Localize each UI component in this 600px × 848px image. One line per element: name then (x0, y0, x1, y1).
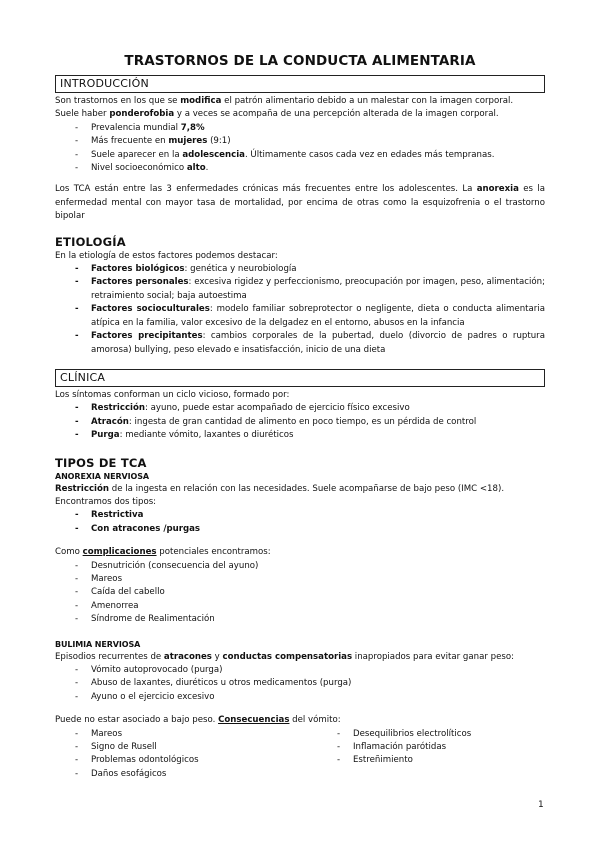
list-item: - Atracón: ingesta de gran cantidad de alimento en poco tiempo, es un pérdida de control (55, 416, 545, 429)
list-item: - Nivel socioeconómico alto. (55, 162, 545, 175)
list-item: - Vómito autoprovocado (purga) (55, 664, 545, 677)
list-item: - Desnutrición (consecuencia del ayuno) (55, 560, 545, 573)
consecuencias-list-left (55, 728, 317, 782)
list-item: - Purga: mediante vómito, laxantes o diuréticos (55, 429, 545, 442)
document-page (55, 52, 545, 781)
clinica-symptom-list (55, 402, 545, 442)
subheading-bulimia: BULIMIA NERVIOSA (55, 639, 141, 649)
list-item: - Factores biológicos: genética y neurobiología (55, 263, 545, 276)
intro-bullet-list (55, 122, 545, 176)
list-item: - Factores personales: excesiva rigidez y perfeccionismo, preocupación por imagen, peso, alimentación; retraimiento social; baja autoestima (55, 276, 545, 303)
consecuencias-columns (55, 728, 545, 782)
list-item: - Síndrome de Realimentación (55, 613, 545, 626)
anorexia-types-intro: Encontramos dos tipos: (55, 496, 157, 507)
list-item: - Suele aparecer en la adolescencia. Últimamente casos cada vez en edades más tempranas. (55, 149, 545, 162)
list-item: - Restricción: ayuno, puede estar acompañado de ejercicio físico excesivo (55, 402, 545, 415)
list-item: - Factores precipitantes: cambios corporales de la pubertad, duelo (divorcio de padres o ruptura amorosa) bullying, peso elevado e insatisfacción, inicio de una dieta (55, 330, 545, 357)
list-item: - Restrictiva (55, 509, 545, 522)
list-item: - Más frecuente en mujeres (9:1) (55, 135, 545, 148)
list-item: - Factores socioculturales: modelo familiar sobreprotector o negligente, dieta o conducta alimentaria atípica en la familia, valor excesivo de la delgadez en el entorno, abusos en la infancia (55, 303, 545, 330)
list-item: - Problemas odontológicos (55, 754, 317, 767)
subheading-anorexia: ANOREXIA NERVIOSA (55, 471, 149, 481)
list-item: - Con atracones /purgas (55, 523, 545, 536)
etiologia-factor-list (55, 263, 545, 357)
list-item: - Caída del cabello (55, 586, 545, 599)
list-item: - Mareos (55, 573, 545, 586)
document-title: TRASTORNOS DE LA CONDUCTA ALIMENTARIA (124, 53, 476, 69)
intro-paragraph-2: Suele haber ponderofobia y a veces se acompaña de una percepción alterada de la imagen corporal. (55, 109, 499, 120)
section-heading-tipos: TIPOS DE TCA (55, 455, 147, 470)
list-item: - Desequilibrios electrolíticos (317, 728, 471, 741)
clinica-intro: Los síntomas conforman un ciclo vicioso, formado por: (55, 389, 290, 400)
section-heading-clinica: CLÍNICA (55, 369, 545, 387)
consecuencias-intro: Puede no estar asociado a bajo peso. Consecuencias del vómito: (55, 715, 341, 726)
list-item: - Estreñimiento (317, 754, 471, 767)
complicaciones-intro: Como complicaciones potenciales encontramos: (55, 547, 271, 558)
list-item: - Amenorrea (55, 600, 545, 613)
bulimia-behaviour-list (55, 664, 545, 704)
etiologia-intro: En la etiología de estos factores podemos destacar: (55, 250, 278, 261)
section-heading-etiologia: ETIOLOGÍA (55, 234, 126, 249)
list-item: - Inflamación parótidas (317, 741, 471, 754)
anorexia-paragraph: Restricción de la ingesta en relación con las necesidades. Suele acompañarse de bajo peso (IMC <18). (55, 483, 505, 494)
consecuencias-list-right (317, 728, 471, 782)
list-item: - Mareos (55, 728, 317, 741)
anorexia-types-list (55, 509, 545, 536)
page-number: 1 (538, 800, 544, 810)
intro-paragraph-1: Son trastornos en los que se modifica el patrón alimentario debido a un malestar con la imagen corporal. (55, 96, 514, 106)
complicaciones-list (55, 560, 545, 627)
intro-paragraph-3: Los TCA están entre las 3 enfermedades crónicas más frecuentes entre los adolescentes. La anorexia es la enfermedad mental con mayor tasa de mortalidad, por encima de otras como la esquizofrenia o el trastorno bipolar (55, 184, 545, 222)
list-item: - Daños esofágicos (55, 768, 317, 781)
list-item: - Signo de Rusell (55, 741, 317, 754)
bulimia-paragraph: Episodios recurrentes de atracones y conductas compensatorias inapropiados para evitar ganar peso: (55, 651, 514, 662)
list-item: - Ayuno o el ejercicio excesivo (55, 691, 545, 704)
list-item: - Prevalencia mundial 7,8% (55, 122, 545, 135)
list-item: - Abuso de laxantes, diuréticos u otros medicamentos (purga) (55, 677, 545, 690)
section-heading-introduccion: INTRODUCCIÓN (55, 75, 545, 93)
